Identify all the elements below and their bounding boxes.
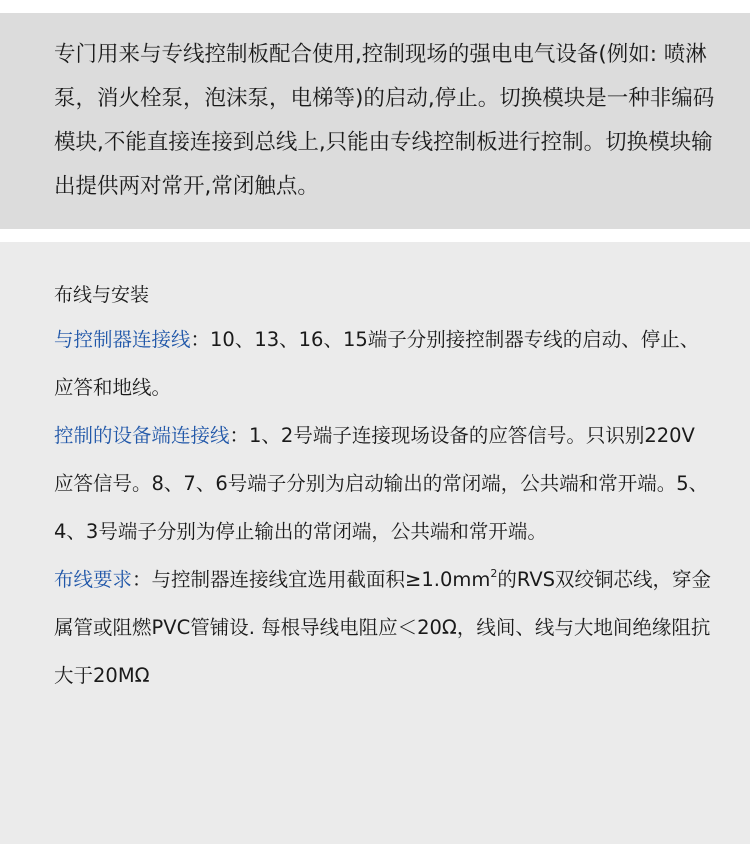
requirement-paragraph [54,556,714,700]
device-wiring-label: 控制的设备端连接线 [54,424,230,447]
requirement-text-after: 的RVS双绞铜芯线，穿金属管或阻燃PVC管铺设. 每根导线电阻应＜20Ω，线间、线与大地间绝缘阻抗大于20MΩ [54,568,712,687]
requirement-text-before: ：与控制器连接线宜选用截面积≥1.0mm [132,568,491,591]
requirement-superscript: 2 [490,567,498,580]
device-wiring-paragraph [54,412,714,556]
requirement-label: 布线要求 [54,568,133,591]
wiring-heading: 布线与安装 [54,284,150,306]
controller-wiring-paragraph [54,316,714,412]
intro-paragraph: 专门用来与专线控制板配合使用,控制现场的强电电气设备(例如: 喷淋泵，消火栓泵，泡沫泵，电梯等)的启动,停止。切换模块是一种非编码模块,不能直接连接到总线上,只能由专线控制板进行控制。切换模块输出提供两对常开,常闭触点。 [54,42,715,199]
controller-wiring-label: 与控制器连接线 [54,328,191,351]
wiring-section [54,274,714,700]
controller-wiring-text: ：10、13、16、15端子分别接控制器专线的启动、停止、应答和地线。 [54,328,700,399]
device-wiring-text: ：1、2号端子连接现场设备的应答信号。只识别220V应答信号。8、7、6号端子分别为启动输出的常闭端，公共端和常开端。5、4、3号端子分别为停止输出的常闭端，公共端和常开端。 [54,424,709,543]
